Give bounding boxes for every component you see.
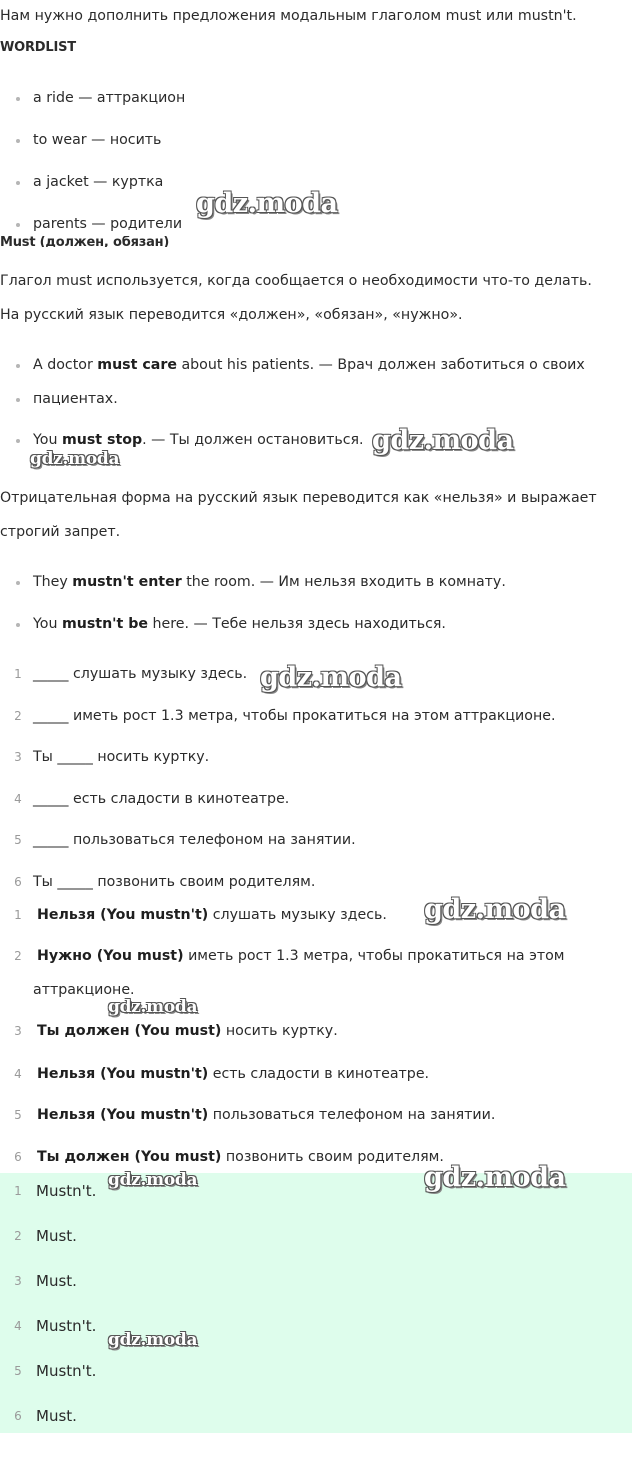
task-number: 5 xyxy=(14,833,22,847)
list-item: parents — родители xyxy=(33,216,183,232)
answer-number: 1 xyxy=(14,1184,22,1198)
example-item xyxy=(33,614,446,634)
example-pre: You xyxy=(33,616,62,632)
answer-number: 4 xyxy=(14,1319,22,1333)
example-pre: They xyxy=(33,574,73,590)
watermark: gdz.moda xyxy=(108,1330,198,1350)
translation-number: 5 xyxy=(14,1108,22,1122)
theory-paragraph: Глагол must используется, когда сообщается о необходимости что-то делать. xyxy=(0,273,592,289)
translation-bold: Нужно (You must) xyxy=(37,948,184,964)
translation-bold: Ты должен (You must) xyxy=(37,1023,222,1039)
translation-number: 2 xyxy=(14,949,22,963)
example-post: here. — Тебе нельзя здесь находиться. xyxy=(148,616,446,632)
answer-text: Must. xyxy=(36,1407,77,1425)
task-number: 1 xyxy=(14,667,22,681)
watermark: gdz.moda xyxy=(424,1162,566,1193)
translation-rest: слушать музыку здесь. xyxy=(208,907,387,923)
translation-rest: пользоваться телефоном на занятии. xyxy=(208,1107,496,1123)
answer-text: Must. xyxy=(36,1227,77,1245)
task-text: Ты _____ позвонить своим родителям. xyxy=(33,874,316,890)
translation-number: 3 xyxy=(14,1024,22,1038)
example-item xyxy=(33,355,585,375)
translation-bold: Нельзя (You mustn't) xyxy=(37,1066,209,1082)
watermark: gdz.moda xyxy=(372,425,514,456)
translation-number: 6 xyxy=(14,1150,22,1164)
task-text: _____ иметь рост 1.3 метра, чтобы прокатиться на этом аттракционе. xyxy=(33,708,556,724)
example-bold: must care xyxy=(97,357,177,373)
example-bold: must stop xyxy=(61,432,143,448)
example-pre: You xyxy=(33,432,62,448)
watermark: gdz.moda xyxy=(108,1170,198,1190)
watermark: gdz.moda xyxy=(424,894,566,925)
translation-bold: Ты должен (You must) xyxy=(37,1149,222,1165)
example-pre: A doctor xyxy=(33,357,98,373)
translation-rest: иметь рост 1.3 метра, чтобы прокатиться на этом xyxy=(183,948,565,964)
example-item xyxy=(33,572,506,592)
task-text: _____ слушать музыку здесь. xyxy=(33,666,248,682)
list-item: to wear — носить xyxy=(33,132,162,148)
task-text: Ты _____ носить куртку. xyxy=(33,749,210,765)
answer-text: Mustn't. xyxy=(36,1317,97,1335)
translation-rest: носить куртку. xyxy=(221,1023,338,1039)
example-bold: mustn't enter xyxy=(72,574,182,590)
negative-paragraph: строгий запрет. xyxy=(0,524,121,540)
translation-bold: Нельзя (You mustn't) xyxy=(37,907,209,923)
answer-number: 5 xyxy=(14,1364,22,1378)
list-item: a jacket — куртка xyxy=(33,174,164,190)
translation-bold: Нельзя (You mustn't) xyxy=(37,1107,209,1123)
example-post: the room. — Им нельзя входить в комнату. xyxy=(181,574,506,590)
watermark: gdz.moda xyxy=(108,997,198,1017)
task-text: _____ пользоваться телефоном на занятии. xyxy=(33,832,356,848)
watermark: gdz.moda xyxy=(196,188,338,219)
list-item: a ride — аттракцион xyxy=(33,90,186,106)
negative-paragraph: Отрицательная форма на русский язык переводится как «нельзя» и выражает xyxy=(0,490,597,506)
task-number: 6 xyxy=(14,875,22,889)
theory-heading: Must (должен, обязан) xyxy=(0,236,170,247)
example-item xyxy=(33,430,364,450)
answer-number: 3 xyxy=(14,1274,22,1288)
answer-number: 2 xyxy=(14,1229,22,1243)
task-text: _____ есть сладости в кинотеатре. xyxy=(33,791,290,807)
watermark: gdz.moda xyxy=(260,662,402,693)
example-post-continued: пациентах. xyxy=(33,391,118,407)
translation-number: 1 xyxy=(14,908,22,922)
example-bold: mustn't be xyxy=(61,616,149,632)
answer-text: Mustn't. xyxy=(36,1362,97,1380)
translation-rest: есть сладости в кинотеатре. xyxy=(208,1066,430,1082)
translation-rest-continued: аттракционе. xyxy=(33,982,135,998)
translation-number: 4 xyxy=(14,1067,22,1081)
answer-text: Must. xyxy=(36,1272,77,1290)
task-number: 4 xyxy=(14,792,22,806)
example-post: about his patients. — Врач должен заботиться о своих xyxy=(176,357,585,373)
translation-rest: позвонить своим родителям. xyxy=(221,1149,444,1165)
intro-text: Нам нужно дополнить предложения модальным глаголом must или mustn't. xyxy=(0,8,577,24)
answer-text: Mustn't. xyxy=(36,1182,97,1200)
example-post: . — Ты должен остановиться. xyxy=(142,432,364,448)
watermark: gdz.moda xyxy=(30,449,120,469)
example-item-continued xyxy=(33,389,118,409)
task-number: 3 xyxy=(14,750,22,764)
answer-number: 6 xyxy=(14,1409,22,1423)
theory-paragraph: На русский язык переводится «должен», «обязан», «нужно». xyxy=(0,307,463,323)
answer-panel xyxy=(0,1173,632,1433)
task-number: 2 xyxy=(14,709,22,723)
wordlist-heading: WORDLIST xyxy=(0,40,76,55)
